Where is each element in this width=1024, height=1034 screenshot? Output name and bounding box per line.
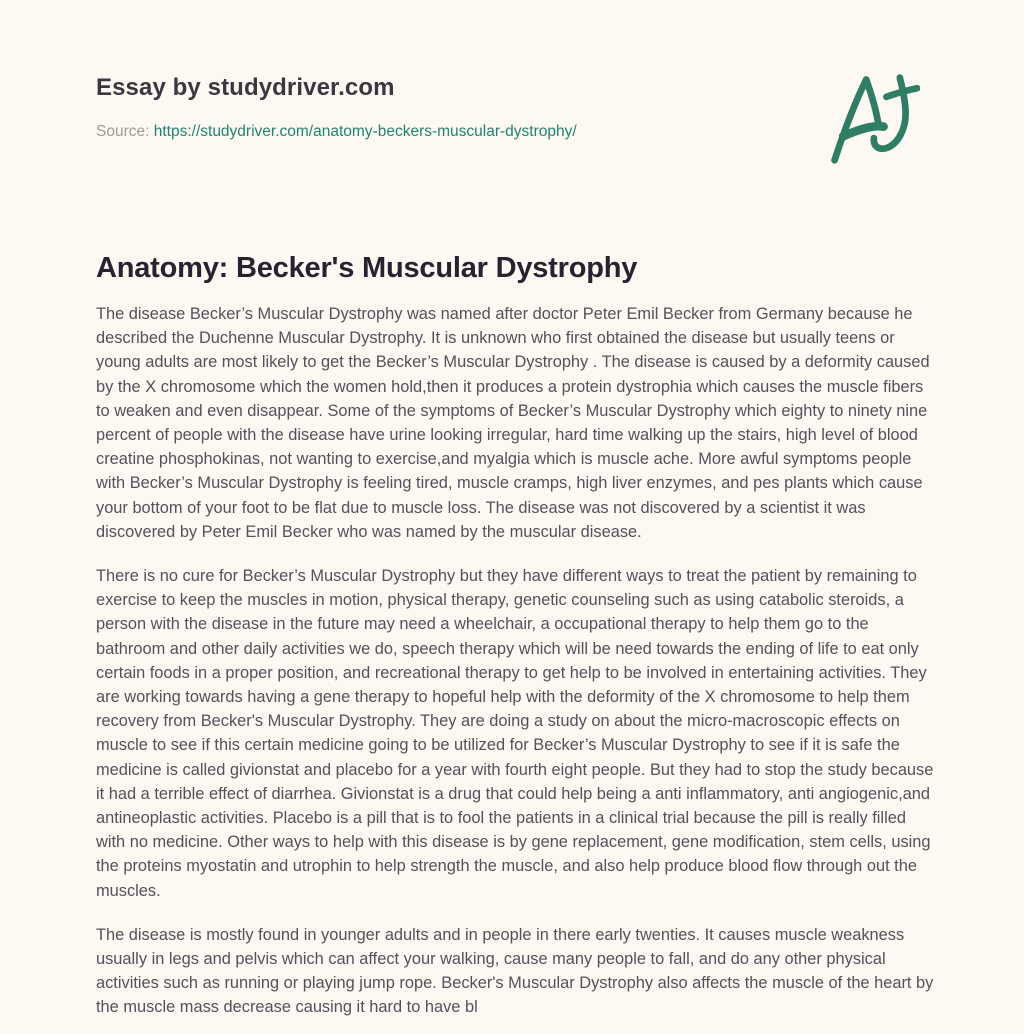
source-link[interactable]: https://studydriver.com/anatomy-beckers-muscular-dystrophy/: [153, 123, 577, 140]
article-paragraph-3: The disease is mostly found in younger adults and in people in there early twenties. It causes muscle weakness usually in legs and pelvis which can affect your walking, cause many people to fall, and do any other physical activities such as running or playing jump rope. Becker's Muscular Dystrophy also affects the muscle of the heart by the muscle mass decrease causing it hard to have bl: [96, 925, 934, 1017]
article-paragraph-2: There is no cure for Becker’s Muscular Dystrophy but they have different ways to treat the patient by remaining to exercise to keep the muscles in motion, physical therapy, genetic counseling such as using catabolic steroids, a person with the disease in the future may need a wheelchair, a occupational therapy to help them go to the bathroom and other daily activities we do, speech therapy which will be need towards the ending of life to eat only certain foods in a proper position, and recreational therapy to get help to be involved in entertaining activities. They are working towards having a gene therapy to hopeful help with the deformity of the X chromosome to help them recovery from Becker's Muscular Dystrophy. They are doing a study on about the micro-macroscopic effects on muscle to see if this certain medicine going to be utilized for Becker’s Muscular Dystrophy to see if it is safe the medicine is called givionstat and placebo for a year with fourth eight people. But they had to stop the study because it had a terrible effect of diarrhea. Givionstat is a drug that could help being a anti inflammatory, anti angiogenic,and antineoplastic activities. Placebo is a pill that is to fool the patients in a clinical trial because the pill is really filled with no medicine. Other ways to help with this disease is by gene replacement, gene modification, stem cells, using the proteins myostatin and utrophin to help strength the muscle, and also help produce blood flow through out the muscles.: [96, 567, 934, 900]
studydriver-a-plus-logo: [824, 70, 920, 166]
source-label: Source:: [96, 123, 150, 140]
article-paragraph-1: The disease Becker’s Muscular Dystrophy was named after doctor Peter Emil Becker from Germany because he described the Duchenne Muscular Dystrophy. It is unknown who first obtained the disease but usually teens or young adults are most likely to get the Becker’s Muscular Dystrophy . The disease is caused by a deformity caused by the X chromosome which the women hold,then it produces a protein dystrophia which causes the muscle fibers to weaken and even disappear. Some of the symptoms of Becker’s Muscular Dystrophy which eighty to ninety nine percent of people with the disease have urine looking irregular, hard time walking up the stairs, high level of blood creatine phosphokinas, not wanting to exercise,and myalgia which is muscle ache. More awful symptoms people with Becker’s Muscular Dystrophy is feeling tired, muscle cramps, high liver enzymes, and pes plants which cause your bottom of your foot to be flat due to muscle loss. The disease was not discovered by a scientist it was discovered by Peter Emil Becker who was named by the muscular disease.: [96, 305, 930, 541]
article-title: Anatomy: Becker's Muscular Dystrophy: [96, 252, 638, 284]
article-body: [96, 302, 934, 1034]
site-title: Essay by studydriver.com: [96, 74, 395, 101]
source-row: [96, 123, 577, 141]
